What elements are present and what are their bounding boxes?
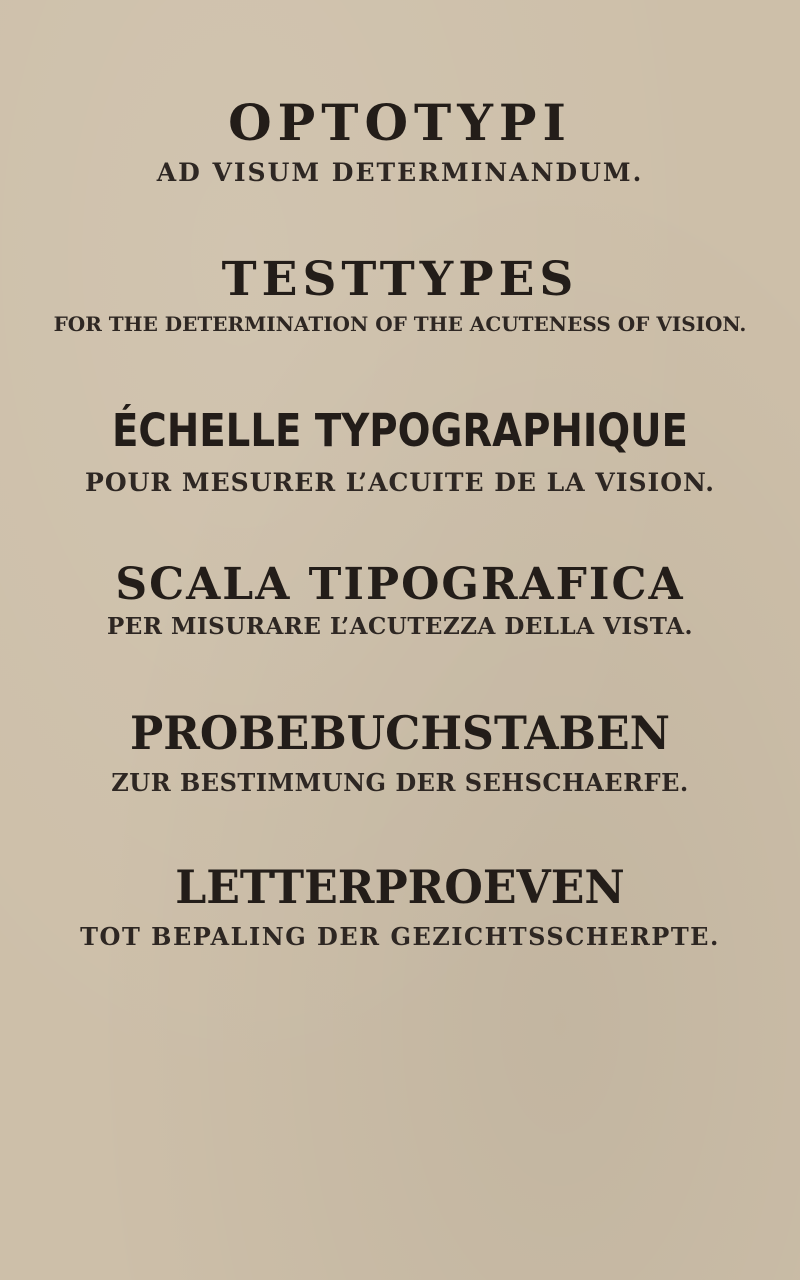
title-french: ÉCHELLE TYPOGRAPHIQUE <box>111 404 689 457</box>
title-english: TESTTYPES <box>221 252 579 307</box>
title-dutch: LETTERPROEVEN <box>175 860 625 914</box>
subtitle-german: ZUR BESTIMMUNG DER SEHSCHAERFE. <box>111 768 689 797</box>
title-german: PROBEBUCHSTABEN <box>129 706 671 760</box>
title-latin: OPTOTYPI <box>228 93 572 152</box>
subtitle-french: POUR MESURER L’ACUITE DE LA VISION. <box>85 468 715 497</box>
title-italian: SCALA TIPOGRAFICA <box>115 559 685 610</box>
subtitle-italian: PER MISURARE L’ACUTEZZA DELLA VISTA. <box>107 613 693 640</box>
subtitle-latin: AD VISUM DETERMINANDUM. <box>156 158 644 187</box>
subtitle-dutch: TOT BEPALING DER GEZICHTSSCHERPTE. <box>80 922 720 951</box>
subtitle-english: FOR THE DETERMINATION OF THE ACUTENESS OF VISION. <box>53 312 747 336</box>
